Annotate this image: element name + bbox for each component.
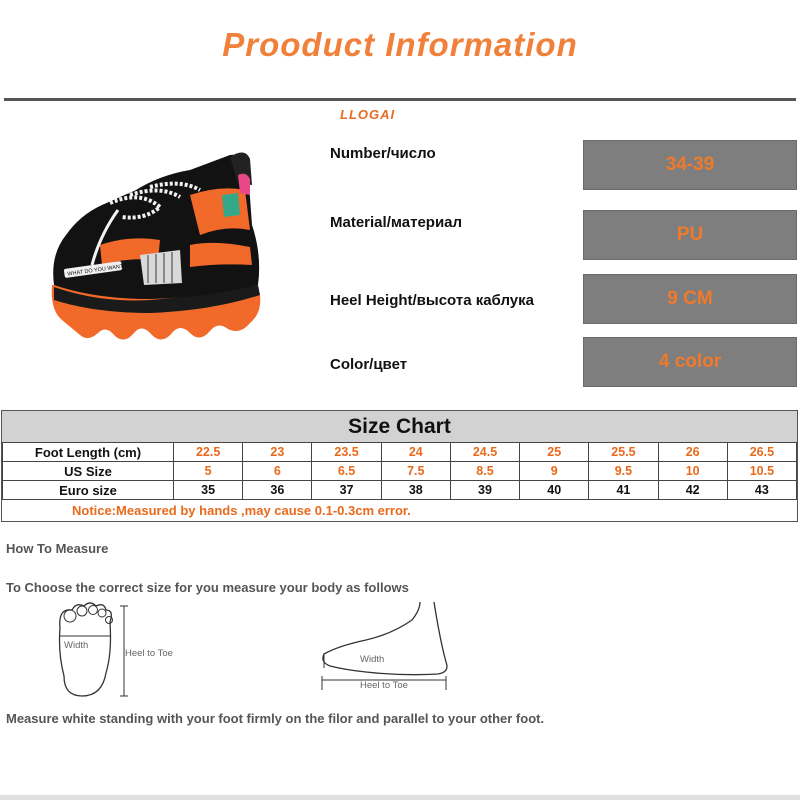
table-row-euro-size: [3, 481, 797, 500]
table-cell: 36: [243, 481, 312, 500]
foot-top-view-diagram: [40, 598, 190, 703]
table-cell: 37: [312, 481, 381, 500]
measure-instruction: To Choose the correct size for you measure your body as follows: [6, 580, 409, 595]
table-cell: 40: [520, 481, 589, 500]
table-cell: 9: [520, 462, 589, 481]
spec-label-material: Material/материал: [330, 214, 463, 231]
table-row-foot-length: [3, 443, 797, 462]
header-divider: [4, 98, 796, 101]
table-cell: 35: [174, 481, 243, 500]
table-cell: 24.5: [450, 443, 519, 462]
top-view-width-label: Width: [64, 640, 89, 651]
table-cell: 10: [658, 462, 727, 481]
table-cell: 42: [658, 481, 727, 500]
table-cell: 22.5: [174, 443, 243, 462]
foot-side-view-diagram: [312, 600, 462, 700]
shoe-image: [40, 135, 280, 355]
table-cell: 39: [450, 481, 519, 500]
table-cell: 25.5: [589, 443, 658, 462]
table-cell: 41: [589, 481, 658, 500]
table-cell: 26.5: [727, 443, 796, 462]
table-cell: 6: [243, 462, 312, 481]
table-cell: 38: [381, 481, 450, 500]
table-cell: 10.5: [727, 462, 796, 481]
table-row-us-size: [3, 462, 797, 481]
row-label: Euro size: [3, 481, 174, 500]
table-cell: 8.5: [450, 462, 519, 481]
table-cell: 43: [727, 481, 796, 500]
size-chart-title: Size Chart: [2, 411, 797, 442]
spec-value-heel-height: 9 CM: [583, 274, 797, 324]
page-title: Prooduct Information: [222, 26, 578, 63]
side-view-width-label: Width: [360, 654, 385, 665]
table-cell: 6.5: [312, 462, 381, 481]
side-view-length-label: Heel to Toe: [360, 680, 408, 691]
spec-value-number: 34-39: [583, 140, 797, 190]
how-to-measure-heading: How To Measure: [6, 541, 109, 556]
table-cell: 26: [658, 443, 727, 462]
size-table: [2, 442, 797, 500]
spec-label-number: Number/число: [330, 145, 436, 162]
table-cell: 23: [243, 443, 312, 462]
bottom-divider: [0, 795, 800, 800]
table-cell: 25: [520, 443, 589, 462]
spec-label-color: Color/цвет: [330, 356, 408, 373]
table-cell: 7.5: [381, 462, 450, 481]
table-cell: 9.5: [589, 462, 658, 481]
table-cell: 23.5: [312, 443, 381, 462]
top-view-length-label: Heel to Toe: [125, 648, 173, 659]
spec-value-color: 4 color: [583, 337, 797, 387]
row-label: US Size: [3, 462, 174, 481]
spec-value-material: PU: [583, 210, 797, 260]
notice-text: Notice:Measured by hands ,may cause 0.1-0.3cm error.: [72, 503, 411, 518]
spec-label-heel-height: Heel Height/высота каблука: [330, 292, 534, 309]
table-cell: 5: [174, 462, 243, 481]
table-cell: 24: [381, 443, 450, 462]
brand-logo: LLOGAI: [340, 107, 396, 122]
shoe-tongue-text: WHAT DO YOU WANT?: [67, 263, 127, 278]
measure-note: Measure white standing with your foot firmly on the filor and parallel to your other foot.: [6, 711, 545, 726]
row-label: Foot Length (cm): [3, 443, 174, 462]
